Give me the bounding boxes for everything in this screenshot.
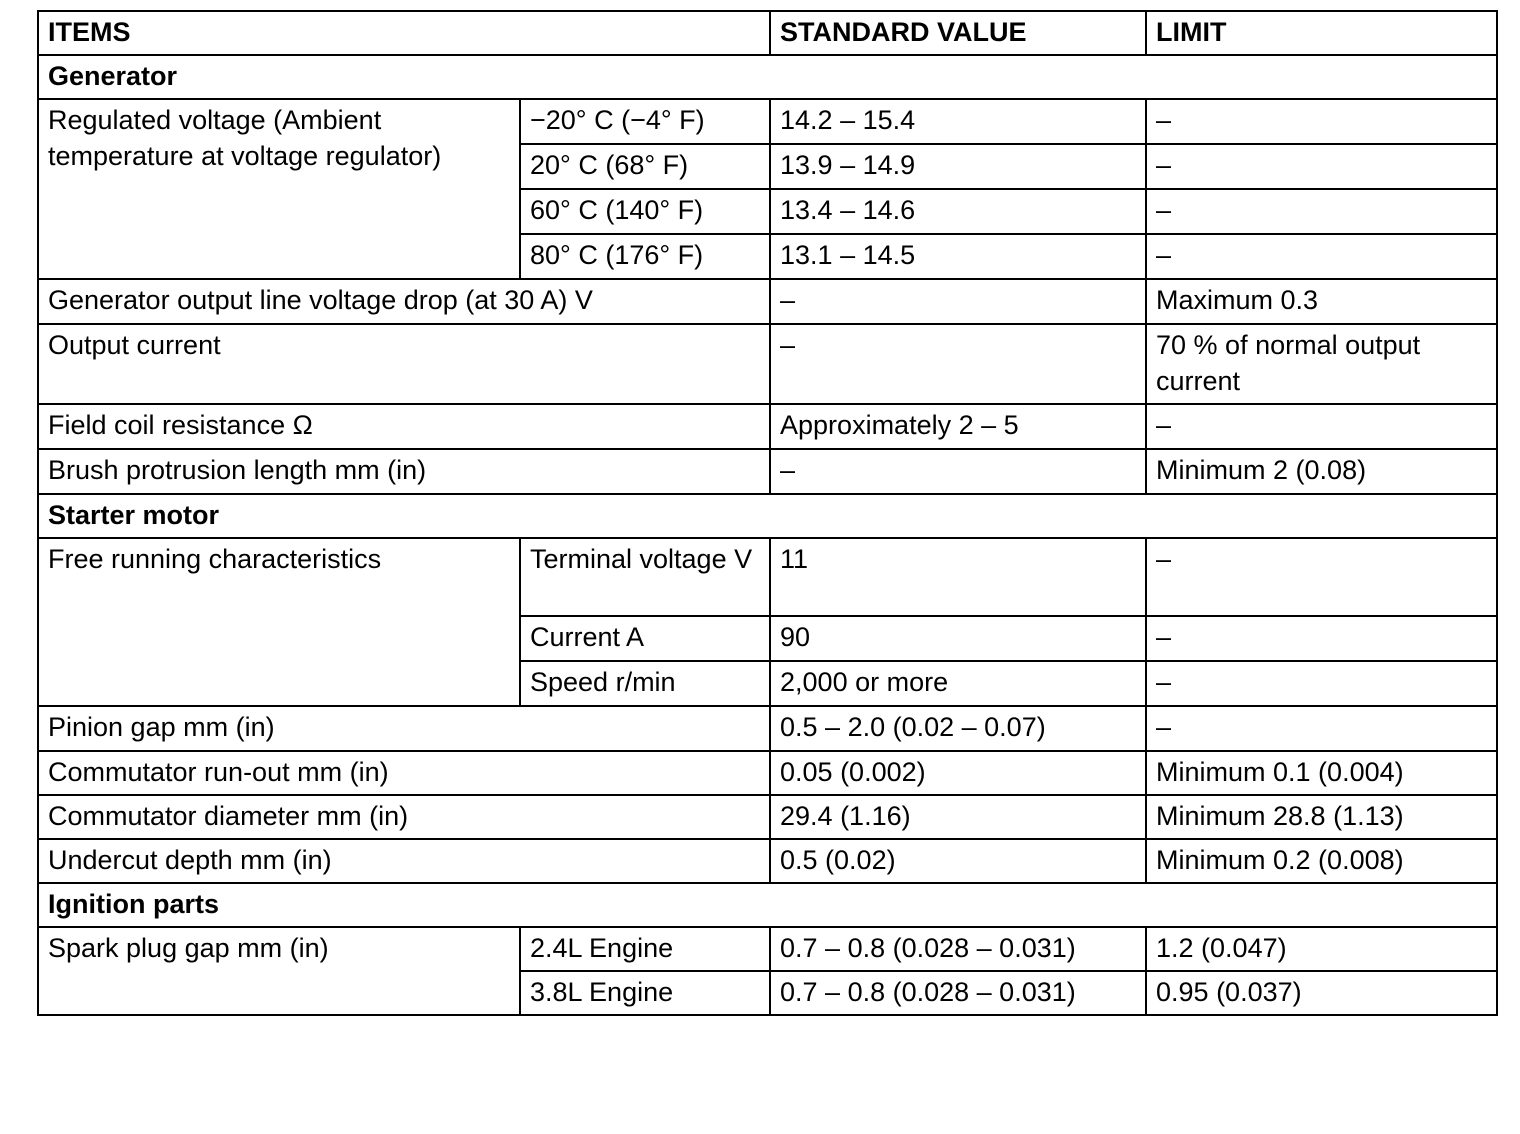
limit-cell: Maximum 0.3 — [1146, 279, 1497, 324]
standard-value-cell: 0.7 – 0.8 (0.028 – 0.031) — [770, 971, 1146, 1015]
item-cell: Undercut depth mm (in) — [38, 839, 770, 883]
table-row — [38, 795, 1497, 839]
item-cell: Commutator diameter mm (in) — [38, 795, 770, 839]
limit-cell: Minimum 2 (0.08) — [1146, 449, 1497, 494]
item-cell: Pinion gap mm (in) — [38, 706, 770, 751]
standard-value-cell: – — [770, 449, 1146, 494]
standard-value-cell: 0.5 (0.02) — [770, 839, 1146, 883]
condition-cell: Current A — [520, 616, 770, 661]
limit-cell: – — [1146, 189, 1497, 234]
table-row — [38, 99, 1497, 144]
standard-value-cell: 13.1 – 14.5 — [770, 234, 1146, 279]
standard-value-cell: 90 — [770, 616, 1146, 661]
condition-cell: 20° C (68° F) — [520, 144, 770, 189]
standard-value-cell: 13.9 – 14.9 — [770, 144, 1146, 189]
standard-value-cell: 0.7 – 0.8 (0.028 – 0.031) — [770, 927, 1146, 971]
table-row — [38, 927, 1497, 971]
limit-cell: Minimum 0.2 (0.008) — [1146, 839, 1497, 883]
standard-value-cell: – — [770, 324, 1146, 404]
standard-value-cell: 13.4 – 14.6 — [770, 189, 1146, 234]
section-row-ignition-parts — [38, 883, 1497, 927]
limit-cell: 70 % of normal output current — [1146, 324, 1497, 404]
limit-cell: – — [1146, 144, 1497, 189]
standard-value-cell: 0.05 (0.002) — [770, 751, 1146, 795]
item-cell: Commutator run-out mm (in) — [38, 751, 770, 795]
limit-cell: – — [1146, 99, 1497, 144]
limit-cell: – — [1146, 706, 1497, 751]
limit-cell: – — [1146, 234, 1497, 279]
condition-cell: Speed r/min — [520, 661, 770, 706]
specifications-table — [37, 10, 1498, 1016]
item-cell: Field coil resistance Ω — [38, 404, 770, 449]
table-row — [38, 279, 1497, 324]
table-row — [38, 839, 1497, 883]
table-row — [38, 324, 1497, 404]
table-row — [38, 404, 1497, 449]
condition-cell: 80° C (176° F) — [520, 234, 770, 279]
standard-value-cell: – — [770, 279, 1146, 324]
condition-cell: 2.4L Engine — [520, 927, 770, 971]
free-running-label: Free running characteristics — [38, 538, 520, 706]
standard-value-cell: Approximately 2 – 5 — [770, 404, 1146, 449]
limit-cell: – — [1146, 404, 1497, 449]
limit-cell: Minimum 0.1 (0.004) — [1146, 751, 1497, 795]
header-row — [38, 11, 1497, 55]
section-title-starter-motor: Starter motor — [38, 494, 1497, 538]
table-row — [38, 449, 1497, 494]
header-limit: LIMIT — [1146, 11, 1497, 55]
limit-cell: 1.2 (0.047) — [1146, 927, 1497, 971]
header-standard-value: STANDARD VALUE — [770, 11, 1146, 55]
item-cell: Brush protrusion length mm (in) — [38, 449, 770, 494]
standard-value-cell: 0.5 – 2.0 (0.02 – 0.07) — [770, 706, 1146, 751]
condition-cell: Terminal voltage V — [520, 538, 770, 616]
standard-value-cell: 29.4 (1.16) — [770, 795, 1146, 839]
standard-value-cell: 2,000 or more — [770, 661, 1146, 706]
table-row — [38, 751, 1497, 795]
limit-cell: – — [1146, 661, 1497, 706]
condition-cell: 3.8L Engine — [520, 971, 770, 1015]
condition-cell: 60° C (140° F) — [520, 189, 770, 234]
table-row — [38, 538, 1497, 616]
section-title-generator: Generator — [38, 55, 1497, 99]
condition-cell: −20° C (−4° F) — [520, 99, 770, 144]
section-title-ignition-parts: Ignition parts — [38, 883, 1497, 927]
standard-value-cell: 11 — [770, 538, 1146, 616]
limit-cell: Minimum 28.8 (1.13) — [1146, 795, 1497, 839]
standard-value-cell: 14.2 – 15.4 — [770, 99, 1146, 144]
table-row — [38, 706, 1497, 751]
limit-cell: – — [1146, 538, 1497, 616]
item-cell: Generator output line voltage drop (at 30 A) V — [38, 279, 770, 324]
item-cell: Output current — [38, 324, 770, 404]
section-row-starter-motor — [38, 494, 1497, 538]
limit-cell: 0.95 (0.037) — [1146, 971, 1497, 1015]
regulated-voltage-label: Regulated voltage (Ambient temperature at voltage regulator) — [38, 99, 520, 279]
header-items: ITEMS — [38, 11, 770, 55]
section-row-generator — [38, 55, 1497, 99]
limit-cell: – — [1146, 616, 1497, 661]
spark-plug-gap-label: Spark plug gap mm (in) — [38, 927, 520, 1015]
